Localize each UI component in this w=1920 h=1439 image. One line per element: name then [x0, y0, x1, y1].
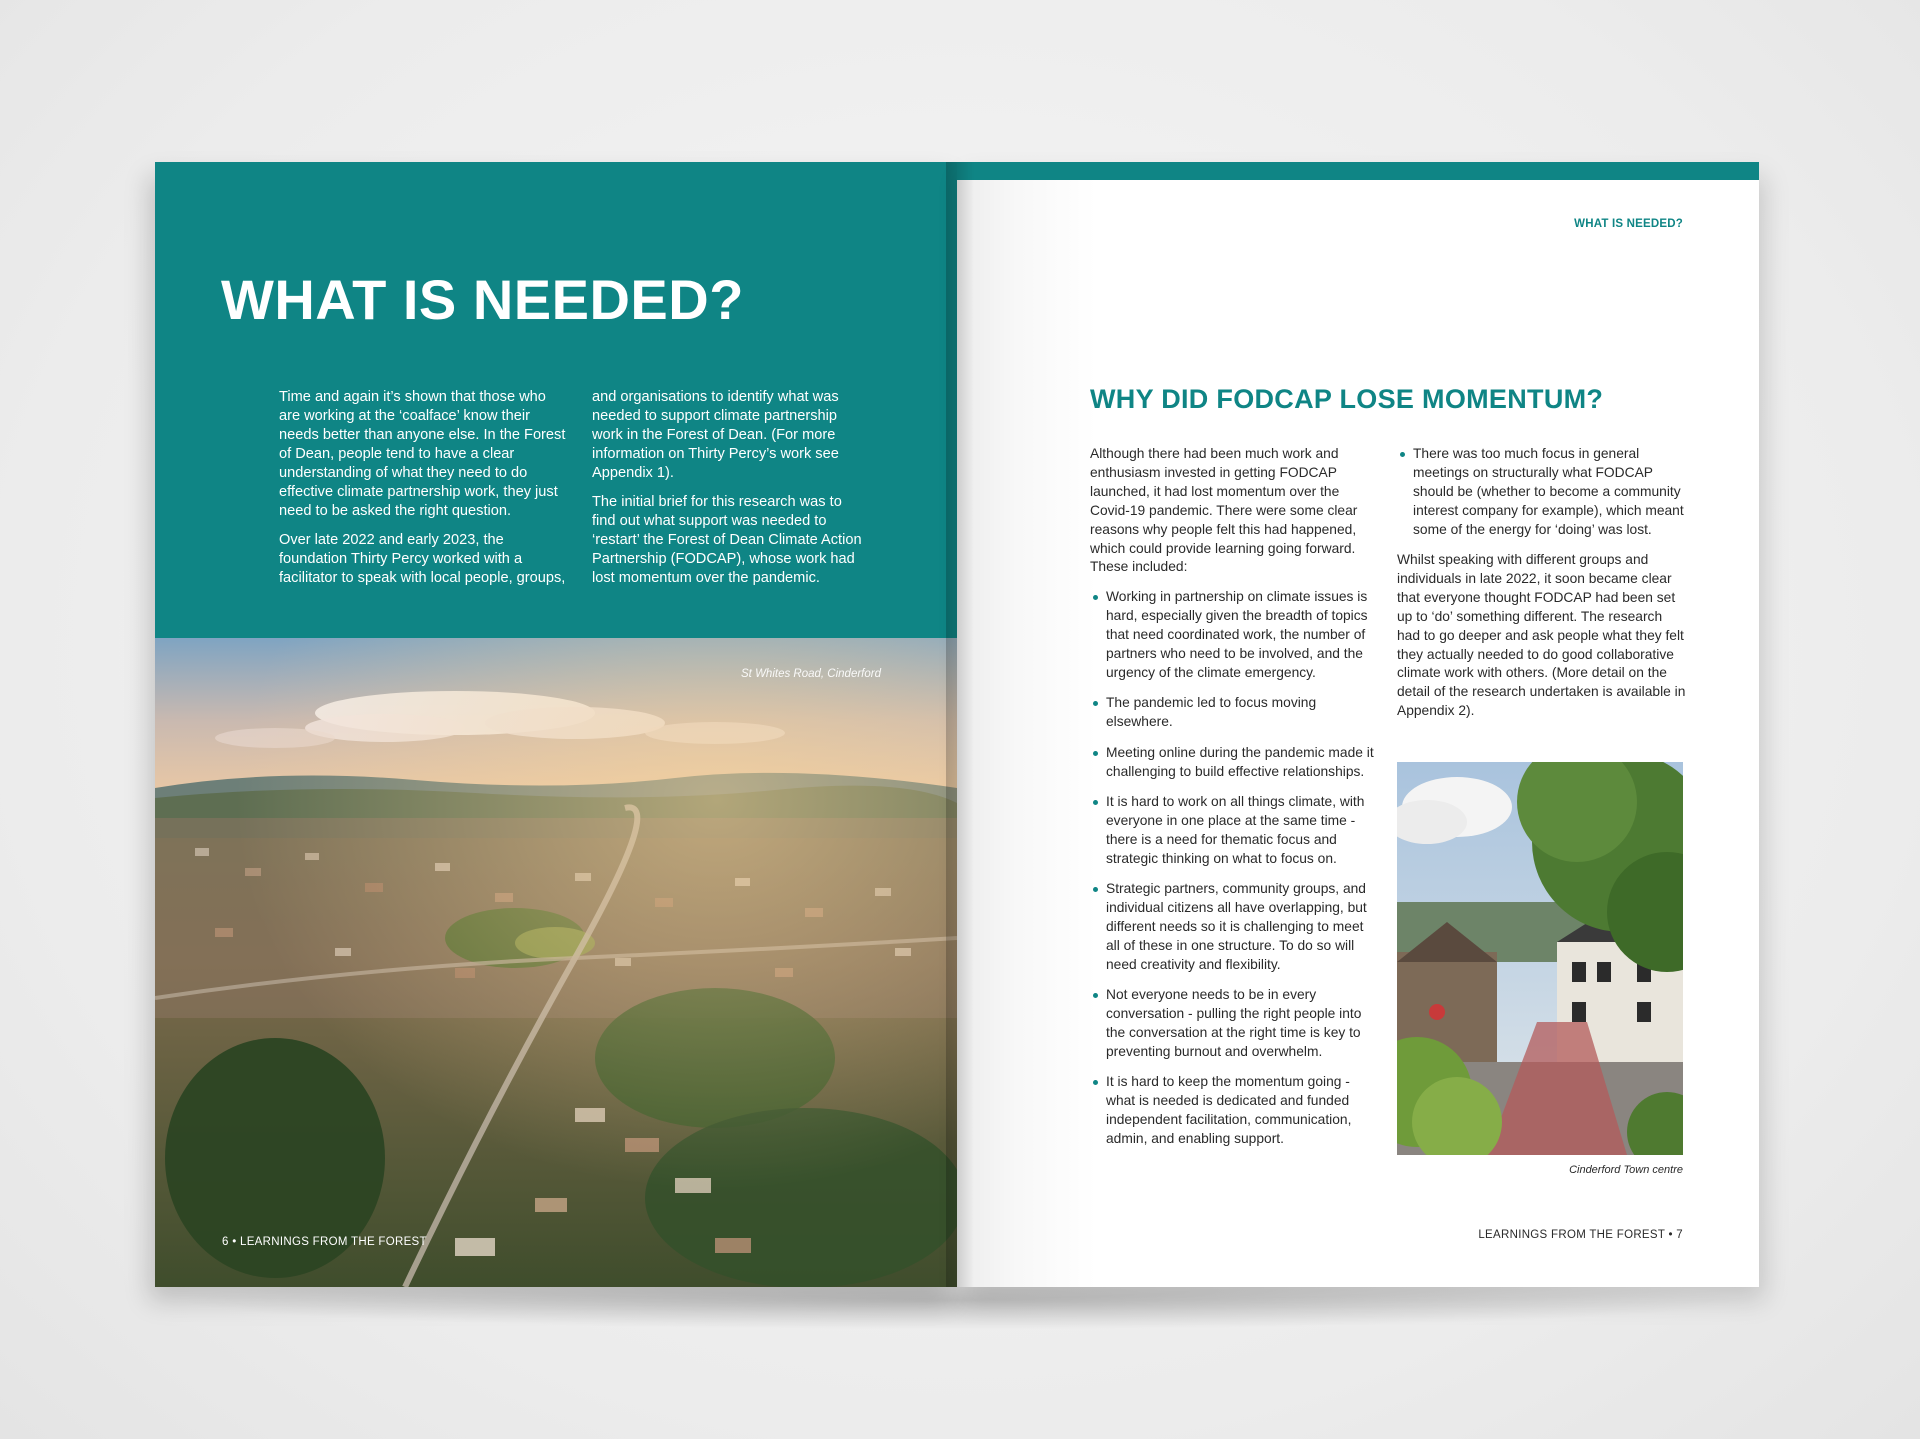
- paragraph: The initial brief for this research was to find out what support was needed to ‘restart’ the Forest of Dean Climate Action Partnership (FODCAP), whose work had lost momentum over the pandemic.: [592, 494, 862, 586]
- aerial-photo-illustration: [155, 638, 957, 1287]
- photo-caption: St Whites Road, Cinderford: [741, 668, 881, 680]
- bullet-list: [1090, 588, 1380, 1149]
- running-head: WHAT IS NEEDED?: [1574, 218, 1683, 230]
- list-item: Strategic partners, community groups, and individual citizens all have overlapping, but different needs so it is challenging to meet all of these in one structure. To do so will need creativity and flexibility.: [1090, 880, 1380, 975]
- page-folio: 6 • LEARNINGS FROM THE FOREST: [222, 1236, 427, 1248]
- right-column-1: [1090, 445, 1380, 1160]
- list-item: Meeting online during the pandemic made it challenging to build effective relationships.: [1090, 744, 1380, 782]
- left-column-2: [592, 388, 862, 598]
- paragraph: Whilst speaking with different groups and individuals in late 2022, it soon became clear that everyone thought FODCAP had been set up to ‘do’ something different. The research had to go deeper and ask people what they felt they actually needed to do good collaborative climate work with others. (More detail on the detail of the research undertaken is available in Appendix 2).: [1397, 552, 1686, 719]
- list-item: There was too much focus in general meetings on structurally what FODCAP should be (whether to become a community interest company for example), which meant some of the energy for ‘doing’ was lost.: [1397, 445, 1687, 540]
- left-page: [155, 162, 957, 1287]
- list-item: It is hard to work on all things climate, with everyone in one place at the same time - there is a need for thematic focus and strategic thinking on what to focus on.: [1090, 793, 1380, 869]
- bullet-list: [1397, 445, 1687, 540]
- page-folio: LEARNINGS FROM THE FOREST • 7: [1478, 1229, 1683, 1241]
- intro-paragraph: Although there had been much work and enthusiasm invested in getting FODCAP launched, it had lost momentum over the Covid-19 pandemic. There were some clear reasons why people felt this had happened, which could provide learning going forward. These included:: [1090, 446, 1358, 575]
- list-item: It is hard to keep the momentum going - what is needed is dedicated and funded independent facilitation, communication, admin, and enabling support.: [1090, 1073, 1380, 1149]
- top-accent-band: [957, 162, 1759, 180]
- town-centre-photo: [1397, 762, 1683, 1155]
- paragraph: and organisations to identify what was needed to support climate partnership work in the Forest of Dean. (For more information on Thirty Percy’s work see Appendix 1).: [592, 389, 839, 481]
- aerial-town-photo: [155, 638, 957, 1287]
- paragraph: Time and again it’s shown that those who are working at the ‘coalface’ know their needs better than anyone else. In the Forest of Dean, people tend to have a clear understanding of what they need to do effective climate partnership work, they just need to be asked the right question.: [279, 389, 566, 519]
- right-column-2: [1397, 445, 1687, 732]
- town-centre-illustration: [1397, 762, 1683, 1155]
- photo-caption: Cinderford Town centre: [1569, 1164, 1683, 1176]
- paragraph: Over late 2022 and early 2023, the foundation Thirty Percy worked with a facilitator to speak with local people, groups,: [279, 532, 566, 586]
- list-item: The pandemic led to focus moving elsewhere.: [1090, 694, 1380, 732]
- list-item: Not everyone needs to be in every conversation - pulling the right people into the conversation at the right time is key to preventing burnout and overwhelm.: [1090, 986, 1380, 1062]
- right-page: [957, 162, 1759, 1287]
- left-column-1: [279, 388, 571, 598]
- section-title: WHY DID FODCAP LOSE MOMENTUM?: [1090, 384, 1604, 414]
- page-title: WHAT IS NEEDED?: [221, 268, 744, 331]
- left-header-block: [155, 162, 957, 638]
- list-item: Working in partnership on climate issues is hard, especially given the breadth of topics that need coordinated work, the number of partners who need to be involved, and the urgency of the climate emergency.: [1090, 588, 1380, 683]
